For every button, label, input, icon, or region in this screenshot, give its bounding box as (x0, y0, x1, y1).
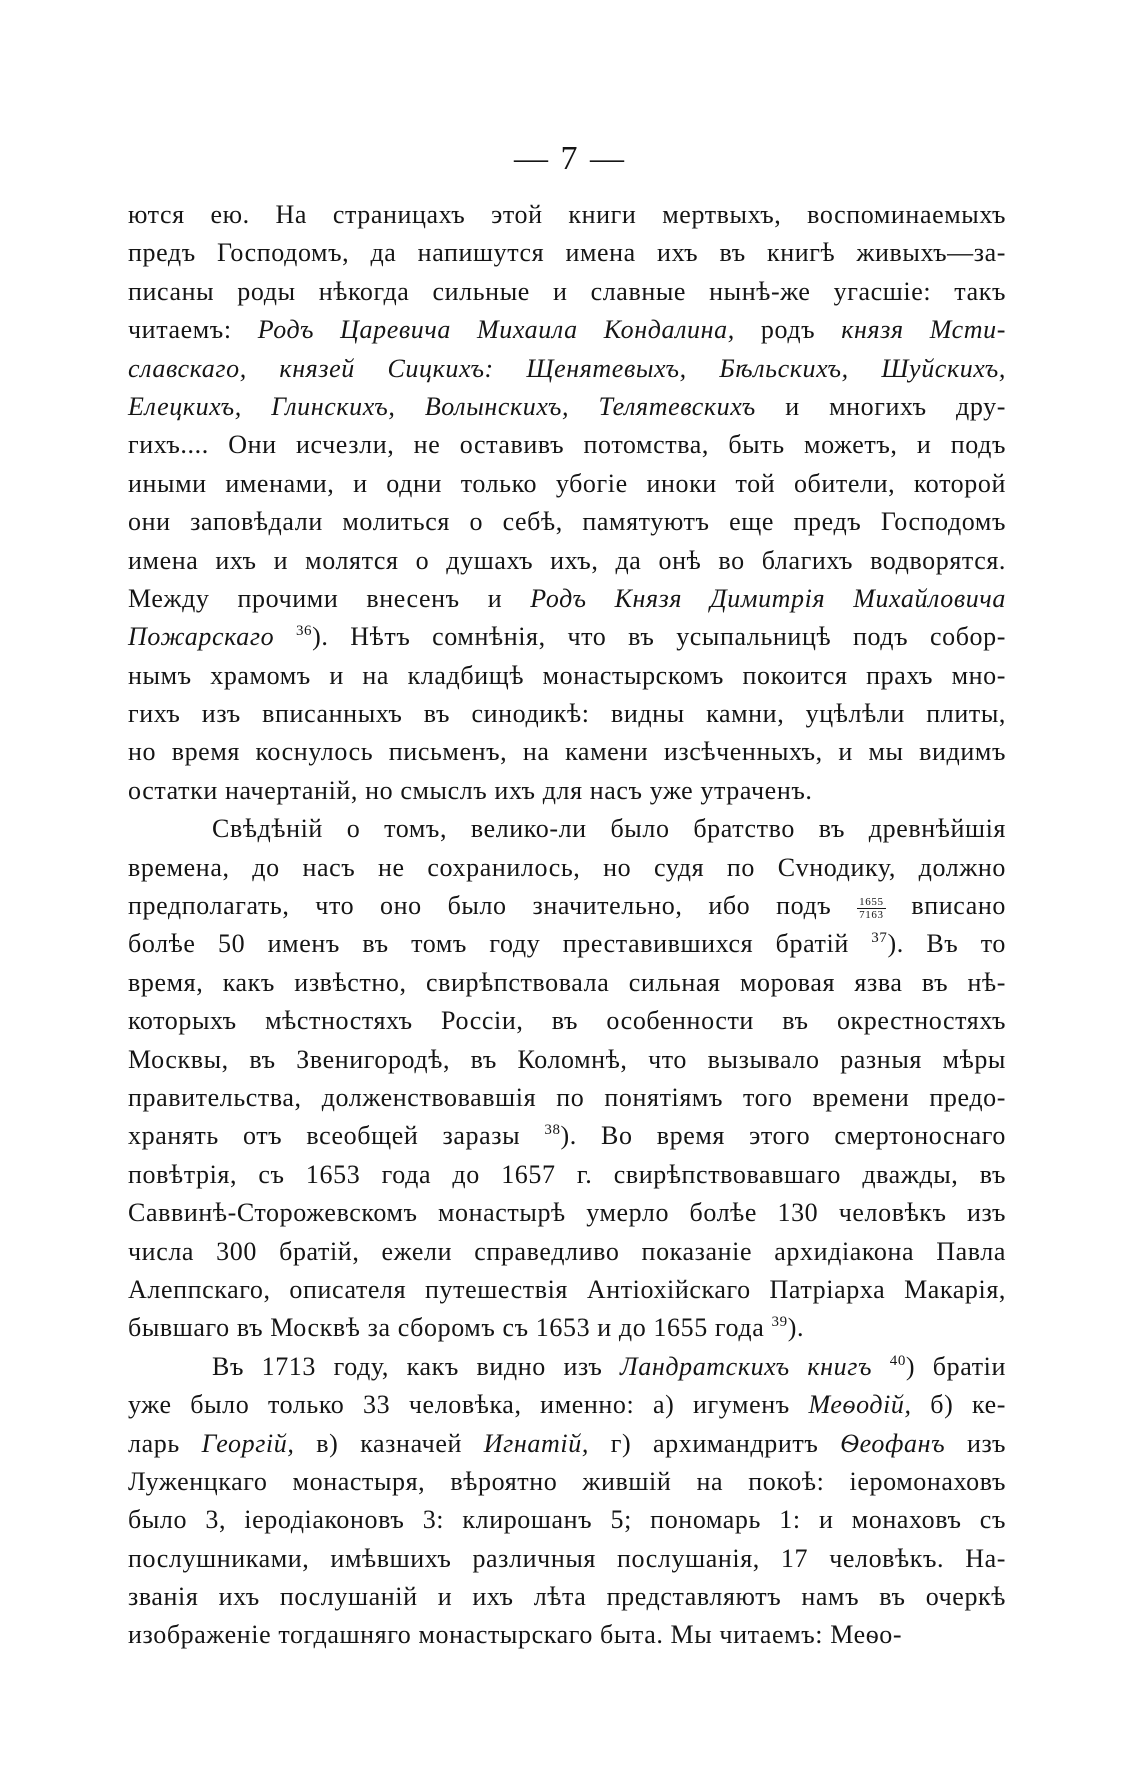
text-segment: гихъ изъ вписанныхъ въ синодикѣ: видны камни, уцѣлѣли плиты, (128, 699, 1006, 729)
text-segment: ). (787, 1313, 805, 1343)
text-line (128, 1156, 1006, 1194)
text-segment: время, какъ извѣстно, свирѣпствовала сильная моровая язва въ нѣ- (128, 967, 1006, 997)
text-line (128, 733, 1006, 771)
text-line (128, 542, 1006, 580)
text-line (128, 1616, 1006, 1654)
text-line (128, 1117, 1006, 1155)
text-segment: болѣе 50 именъ въ томъ году преставившихся братій (128, 929, 872, 959)
text-segment: изображеніе тогдашняго монастырскаго быта. Мы читаемъ: Меѳо- (128, 1620, 903, 1650)
body-text (128, 196, 1006, 1655)
text-line (128, 1501, 1006, 1539)
text-segment: Алеппскаго, описателя путешествія Антіохійскаго Патріарха Макарія, (128, 1274, 1006, 1304)
text-segment (274, 622, 296, 651)
text-line (128, 234, 1006, 272)
italic-name: Георгій, (201, 1428, 295, 1458)
text-segment: вписано (885, 891, 1007, 921)
text-line (128, 887, 1006, 925)
text-segment: времена, до насъ не сохранилось, но судя по Сvнодику, должно (128, 852, 1006, 882)
text-line (128, 196, 1006, 234)
text-segment: правительства, долженствовавшія по понятіямъ того времени предо- (128, 1082, 1006, 1112)
text-line (128, 1348, 1006, 1386)
text-segment: уже было только 33 человѣка, именно: а) игуменъ (128, 1390, 809, 1420)
text-segment: ). Во время этого смертоноснаго (560, 1121, 1006, 1151)
text-segment: и многихъ дру- (755, 391, 1006, 421)
text-segment: предполагать, что оно было значительно, ибо подъ (128, 891, 858, 921)
text-segment: остатки начертаній, но смыслъ ихъ для насъ уже утраченъ. (128, 775, 813, 805)
text-line (128, 925, 1006, 963)
text-line (128, 657, 1006, 695)
fraction-denominator: 7163 (859, 908, 884, 921)
text-line (128, 1463, 1006, 1501)
text-segment: хранять отъ всеобщей заразы (128, 1121, 545, 1151)
text-segment: бывшаго въ Москвѣ за сборомъ съ 1653 и до 1655 года (128, 1313, 772, 1343)
text-line (128, 1386, 1006, 1424)
italic-name: князя Мсти- (841, 315, 1006, 345)
text-segment: Свѣдѣній о томъ, велико-ли было братство въ древнѣйшія (212, 814, 1006, 844)
text-segment: в) казначей (294, 1428, 484, 1458)
text-segment: ларь (128, 1428, 202, 1458)
text-line (128, 964, 1006, 1002)
italic-name: славскаго, князей Сицкихъ: Щенятевыхъ, Бѣльскихъ, Шуйскихъ, (128, 353, 1006, 383)
text-segment: ). Нѣтъ сомнѣнія, что въ усыпальницѣ подъ собор- (312, 622, 1006, 652)
text-segment: Въ 1713 году, какъ видно изъ (212, 1351, 621, 1381)
text-line (128, 426, 1006, 464)
text-line (128, 503, 1006, 541)
text-segment: имена ихъ и молятся о душахъ ихъ, да онѣ во благихъ водворятся. (128, 545, 1006, 575)
text-line (128, 1578, 1006, 1616)
text-line (128, 1233, 1006, 1271)
italic-name: Пожарскаго (128, 622, 275, 652)
text-segment: гихъ.... Они исчезли, не оставивъ потомства, быть можетъ, и подъ (128, 430, 1006, 460)
year-fraction (857, 896, 885, 921)
text-segment: ются ею. На страницахъ этой книги мертвыхъ, воспоминаемыхъ (128, 200, 1006, 229)
footnote-ref: 38 (544, 1122, 561, 1139)
text-segment: ). Въ то (887, 929, 1006, 959)
text-line (128, 1271, 1006, 1309)
fraction-numerator: 1655 (859, 895, 884, 908)
italic-name: Елецкихъ, Глинскихъ, Волынскихъ, Телятевскихъ (128, 391, 756, 421)
text-segment: Луженцкаго монастыря, вѣроятно жившій на покоѣ: іеромонаховъ (128, 1466, 1006, 1496)
text-segment: Между прочими внесенъ и (128, 583, 531, 613)
footnote-ref: 36 (295, 623, 313, 640)
text-line (128, 810, 1006, 848)
text-segment: они заповѣдали молиться о себѣ, памятуютъ еще предъ Господомъ (128, 507, 1006, 537)
text-line (128, 1309, 1006, 1347)
text-segment: предъ Господомъ, да напишутся имена ихъ въ книгѣ живыхъ—за- (128, 238, 1006, 268)
text-line (128, 695, 1006, 733)
text-segment: читаемъ: (128, 315, 258, 345)
text-line (128, 772, 1006, 810)
italic-name: Родъ Царевича Михаила Кондалина, (257, 315, 735, 345)
text-segment: г) архимандритъ (588, 1428, 841, 1458)
text-segment: писаны роды нѣкогда сильные и славные нынѣ-же угасшіе: такъ (128, 276, 1006, 306)
text-segment: б) ке- (911, 1390, 1006, 1420)
page-number: — 7 — (514, 140, 626, 177)
text-line (128, 465, 1006, 503)
text-line (128, 1041, 1006, 1079)
text-segment: послушниками, имѣвшихъ различныя послушанія, 17 человѣкъ. На- (128, 1543, 1006, 1573)
text-line (128, 350, 1006, 388)
text-line (128, 849, 1006, 887)
text-segment: иными именами, и одни только убогіе иноки той обители, которой (128, 468, 1006, 498)
text-line (128, 618, 1006, 656)
italic-name: Ландратскихъ книгъ (620, 1351, 873, 1381)
text-segment: изъ (945, 1428, 1007, 1458)
text-segment: повѣтрія, съ 1653 года до 1657 г. свирѣпствовавшаго дважды, въ (128, 1159, 1006, 1189)
text-segment: родъ (734, 315, 842, 345)
text-segment: ) братіи (905, 1351, 1006, 1381)
text-segment: числа 300 братій, ежели справедливо показаніе архидіакона Павла (128, 1236, 1006, 1266)
text-segment: которыхъ мѣстностяхъ Россіи, въ особенности въ окрестностяхъ (128, 1006, 1006, 1036)
text-line (128, 311, 1006, 349)
text-segment: Москвы, въ Звенигородѣ, въ Коломнѣ, что вызывало разныя мѣры (128, 1044, 1006, 1074)
text-segment (872, 1352, 890, 1381)
text-segment: званія ихъ послушаній и ихъ лѣта представляютъ намъ въ очеркѣ (128, 1582, 1006, 1612)
text-line (128, 1425, 1006, 1463)
text-segment: нымъ храмомъ и на кладбищѣ монастырскомъ покоится прахъ мно- (128, 660, 1006, 690)
text-line (128, 388, 1006, 426)
text-segment: но время коснулось письменъ, на камени изсѣченныхъ, и мы видимъ (128, 737, 1006, 767)
text-line (128, 580, 1006, 618)
text-line (128, 1079, 1006, 1117)
text-line (128, 273, 1006, 311)
footnote-ref: 37 (871, 930, 888, 947)
text-line (128, 1002, 1006, 1040)
text-line (128, 1194, 1006, 1232)
text-segment: Саввинѣ-Сторожевскомъ монастырѣ умерло болѣе 130 человѣкъ изъ (128, 1198, 1006, 1228)
text-line (128, 1540, 1006, 1578)
footnote-ref: 39 (771, 1314, 788, 1331)
text-segment: было 3, іеродіаконовъ 3: клирошанъ 5; пономарь 1: и монаховъ съ (128, 1505, 1006, 1535)
italic-name: Родъ Князя Димитрія Михайловича (530, 583, 1006, 613)
italic-name: Меѳодій, (808, 1390, 912, 1420)
italic-name: Игнатій, (483, 1428, 589, 1458)
footnote-ref: 40 (889, 1352, 906, 1369)
italic-name: Ѳеофанъ (840, 1428, 946, 1458)
